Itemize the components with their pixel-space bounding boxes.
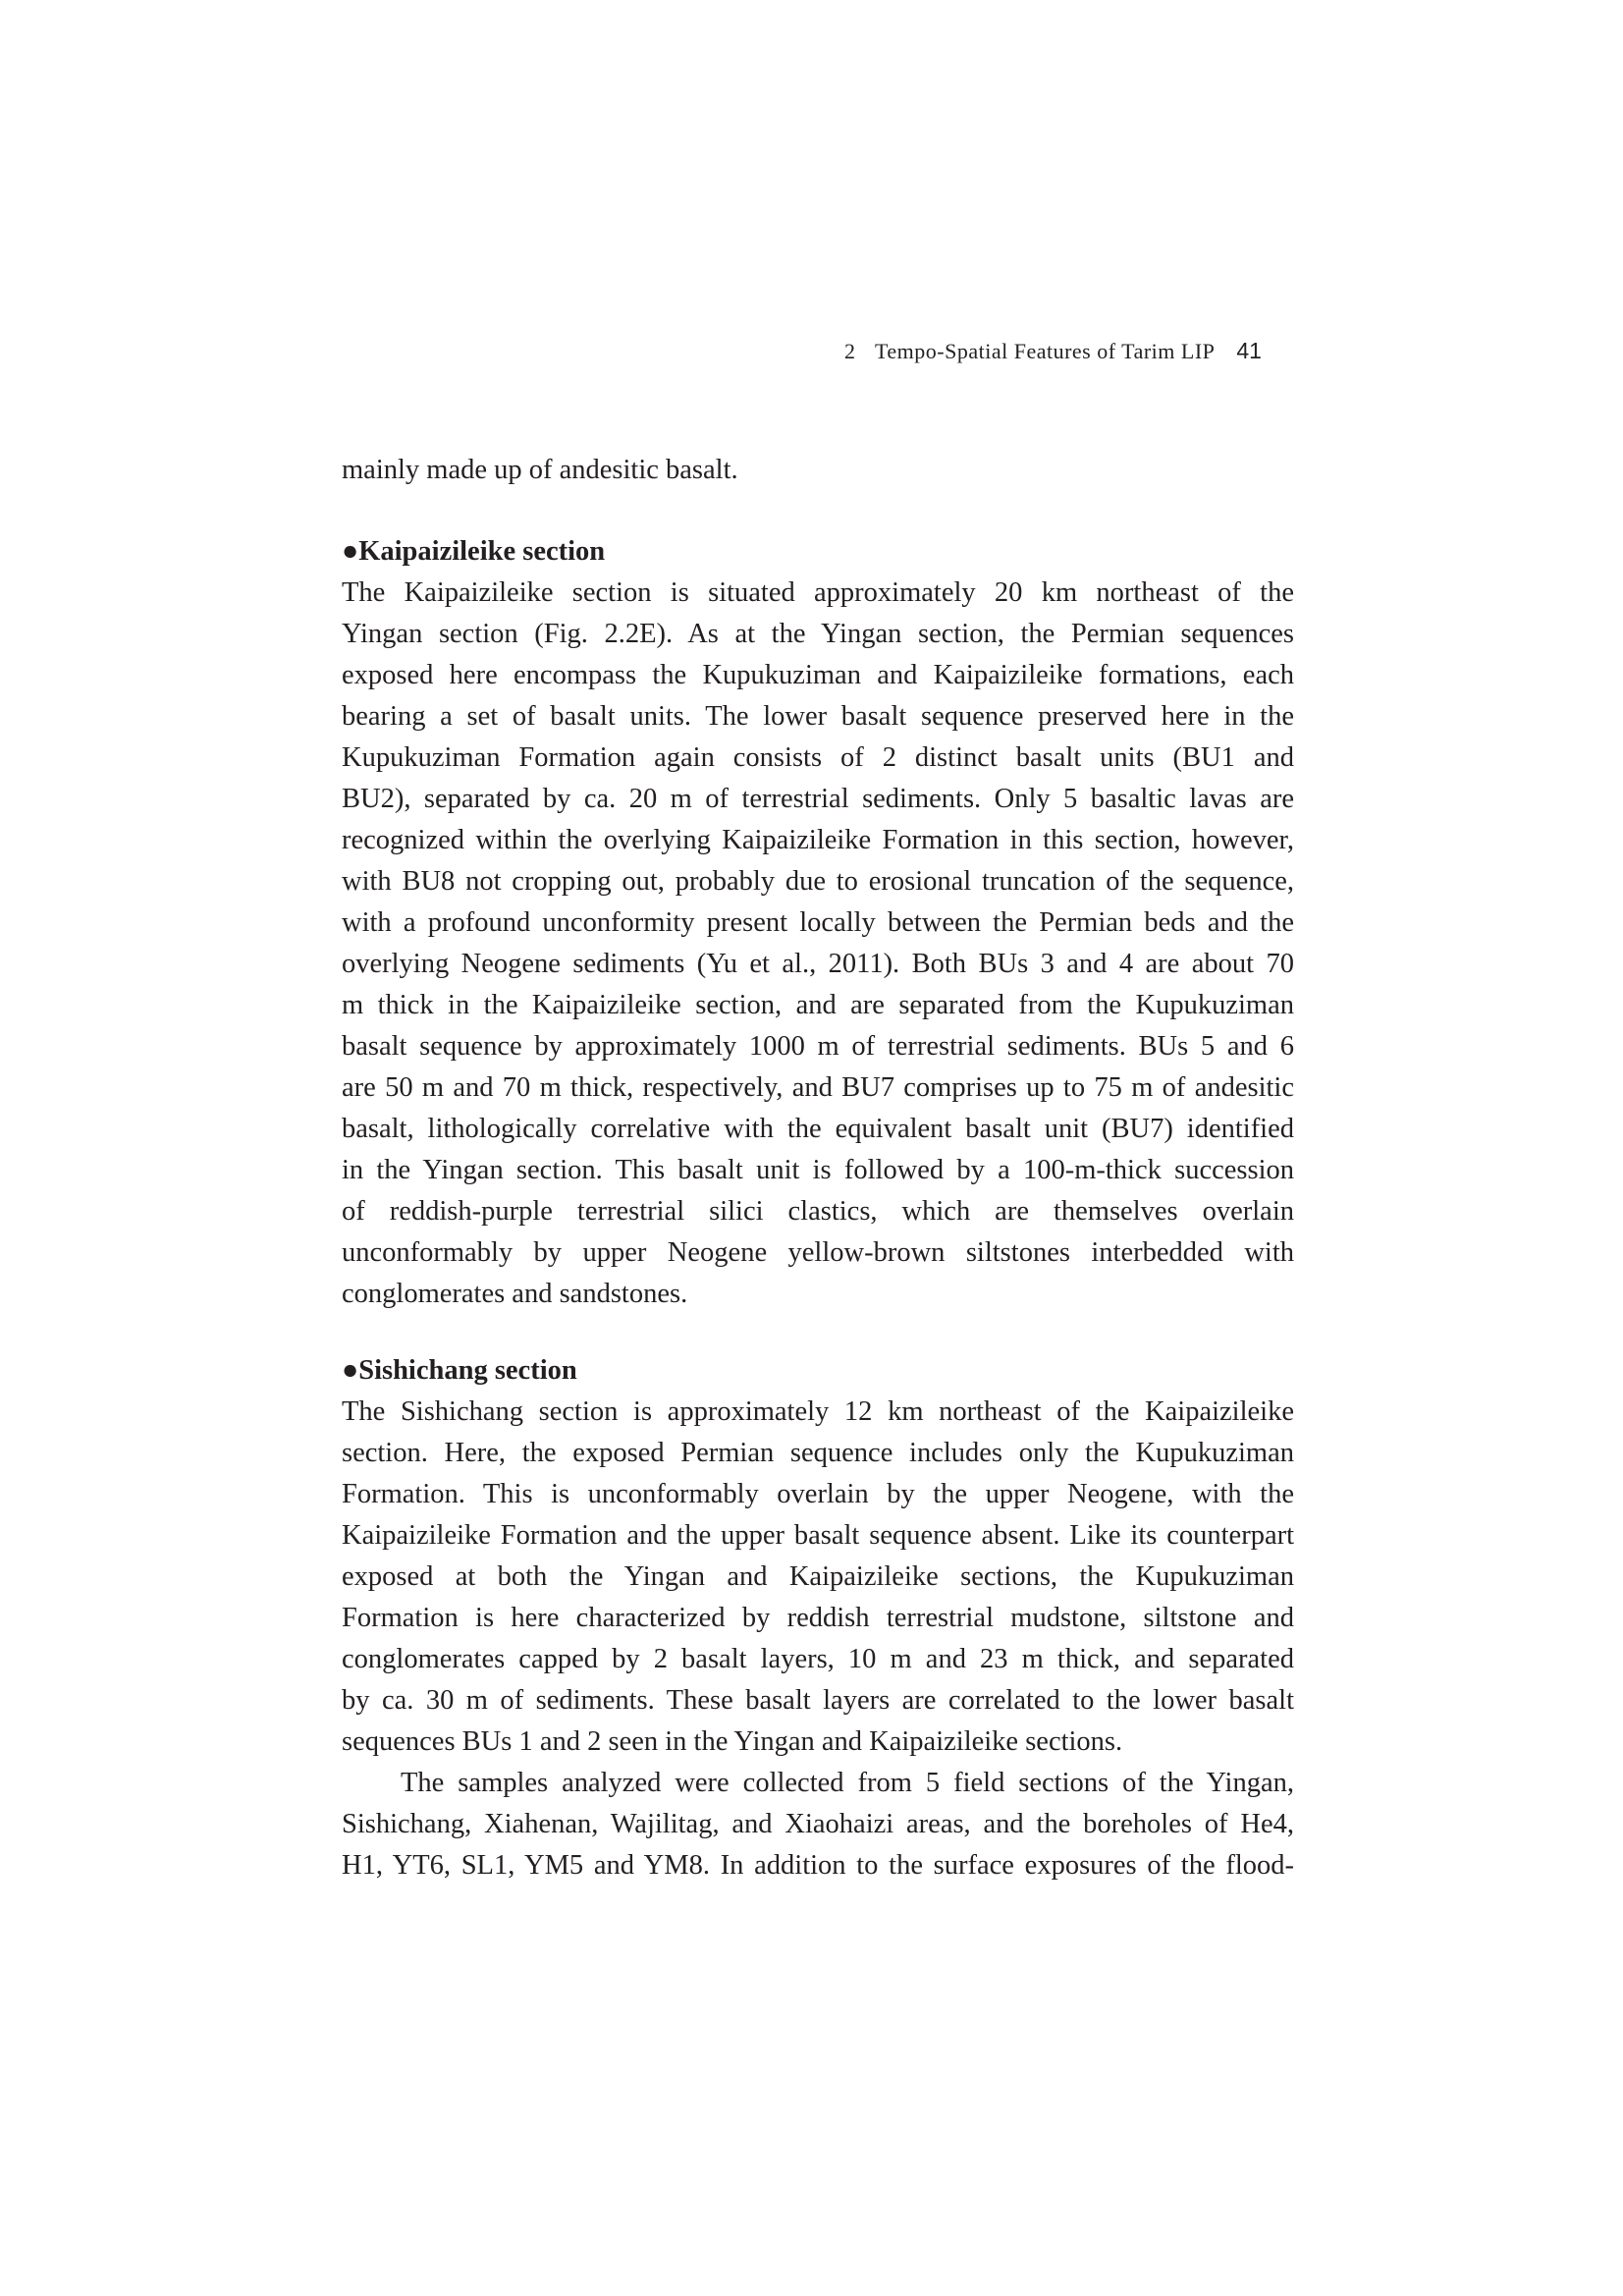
text-line: BU2), separated by ca. 20 m of terrestrial sediments. Only 5 basaltic lavas are xyxy=(342,784,1294,814)
chapter-number: 2 xyxy=(844,339,855,363)
text-line: conglomerates and sandstones. xyxy=(342,1279,688,1309)
text-line: recognized within the overlying Kaipaizileike Formation in this section, however, xyxy=(342,825,1294,855)
text-line: Kaipaizileike Formation and the upper basalt sequence absent. Like its counterpart xyxy=(342,1520,1294,1551)
text-line: The samples analyzed were collected from 5 field sections of the Yingan, xyxy=(401,1768,1294,1798)
text-line: basalt sequence by approximately 1000 m of terrestrial sediments. BUs 5 and 6 xyxy=(342,1031,1294,1062)
text-line: section. Here, the exposed Permian sequence includes only the Kupukuziman xyxy=(342,1438,1294,1468)
running-header xyxy=(844,338,1316,373)
chapter-title: Tempo-Spatial Features of Tarim LIP xyxy=(875,339,1216,363)
text-line: with a profound unconformity present locally between the Permian beds and the xyxy=(342,907,1294,938)
text-line: Kupukuziman Formation again consists of 2 distinct basalt units (BU1 and xyxy=(342,742,1294,773)
text-line: in the Yingan section. This basalt unit is followed by a 100-m-thick succession xyxy=(342,1155,1294,1185)
text-line: overlying Neogene sediments (Yu et al., 2011). Both BUs 3 and 4 are about 70 xyxy=(342,949,1294,979)
text-line: are 50 m and 70 m thick, respectively, and BU7 comprises up to 75 m of andesitic xyxy=(342,1072,1294,1103)
text-line: exposed here encompass the Kupukuziman and Kaipaizileike formations, each xyxy=(342,660,1294,690)
text-line: basalt, lithologically correlative with the equivalent basalt unit (BU7) identified xyxy=(342,1114,1294,1144)
text-line: exposed at both the Yingan and Kaipaizileike sections, the Kupukuziman xyxy=(342,1561,1294,1592)
section-kaipaizileike xyxy=(342,531,1294,1315)
text-line: Yingan section (Fig. 2.2E). As at the Yingan section, the Permian sequences xyxy=(342,619,1294,649)
section-sishichang xyxy=(342,1350,1294,1886)
text-line: bearing a set of basalt units. The lower basalt sequence preserved here in the xyxy=(342,701,1294,732)
text-line: by ca. 30 m of sediments. These basalt layers are correlated to the lower basalt xyxy=(342,1685,1294,1716)
section-heading: ●Kaipaizileike section xyxy=(342,536,606,567)
text-line: conglomerates capped by 2 basalt layers, 10 m and 23 m thick, and separated xyxy=(342,1644,1294,1674)
text-line: The Sishichang section is approximately 12 km northeast of the Kaipaizileike xyxy=(342,1396,1294,1427)
continuation-paragraph xyxy=(342,450,1294,491)
text-line: of reddish-purple terrestrial silici clastics, which are themselves overlain xyxy=(342,1196,1294,1227)
text-line: Formation is here characterized by reddish terrestrial mudstone, siltstone and xyxy=(342,1603,1294,1633)
text-line: mainly made up of andesitic basalt. xyxy=(342,455,738,485)
text-line: with BU8 not cropping out, probably due to erosional truncation of the sequence, xyxy=(342,866,1294,897)
text-line: sequences BUs 1 and 2 seen in the Yingan and Kaipaizileike sections. xyxy=(342,1726,1123,1757)
text-line: Formation. This is unconformably overlain by the upper Neogene, with the xyxy=(342,1479,1294,1509)
text-line: Sishichang, Xiahenan, Wajilitag, and Xiaohaizi areas, and the boreholes of He4, xyxy=(342,1809,1294,1839)
text-line: m thick in the Kaipaizileike section, and are separated from the Kupukuziman xyxy=(342,990,1294,1020)
page-number: 41 xyxy=(1236,338,1262,363)
text-line: unconformably by upper Neogene yellow-brown siltstones interbedded with xyxy=(342,1237,1294,1268)
text-line: The Kaipaizileike section is situated approximately 20 km northeast of the xyxy=(342,577,1294,608)
text-line: H1, YT6, SL1, YM5 and YM8. In addition to the surface exposures of the flood- xyxy=(342,1850,1294,1881)
section-heading: ●Sishichang section xyxy=(342,1355,577,1386)
